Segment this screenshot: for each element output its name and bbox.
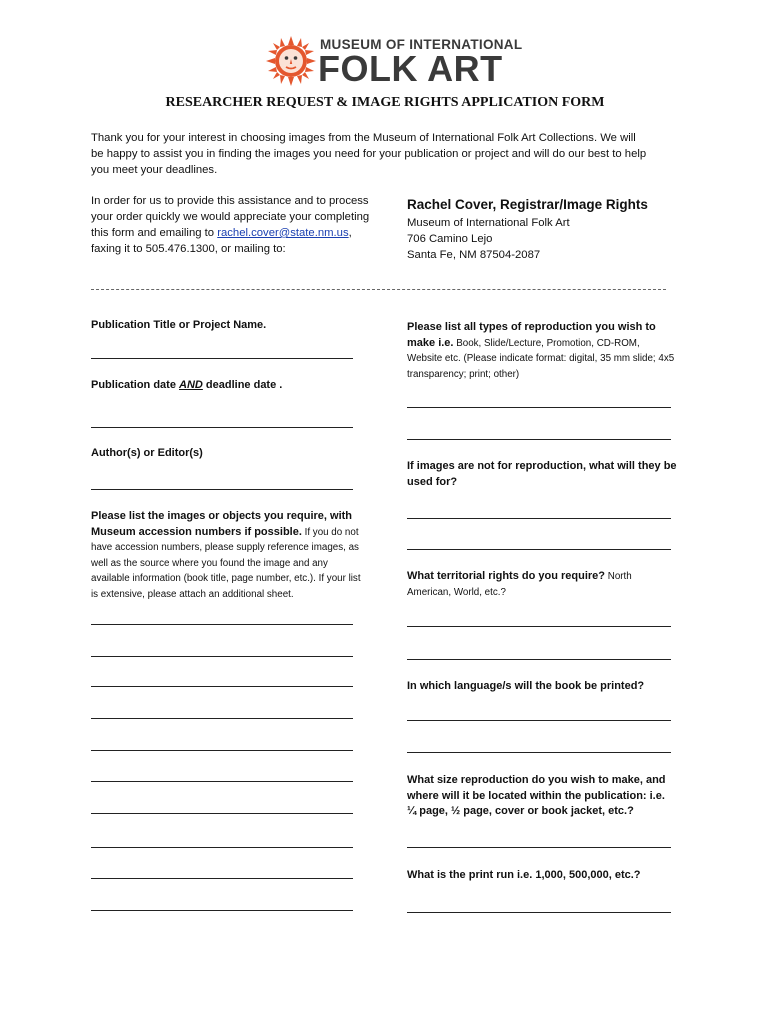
- non-reproduction-use-label: If images are not for reproduction, what will they be used for?: [407, 460, 677, 488]
- contact-address: [407, 215, 570, 263]
- territorial-rights-label: What territorial rights do you require? North American, World, etc.?: [407, 570, 632, 598]
- publication-date-field[interactable]: [91, 427, 353, 428]
- reproduction-types-field[interactable]: [407, 407, 671, 408]
- non-reproduction-use-field[interactable]: [407, 549, 671, 550]
- form-title: RESEARCHER REQUEST & IMAGE RIGHTS APPLICATION FORM: [165, 95, 605, 110]
- images-list-field[interactable]: [91, 878, 353, 879]
- publication-title-label: Publication Title or Project Name.: [91, 319, 267, 331]
- images-list-field[interactable]: [91, 624, 353, 625]
- reproduction-types-label: Please list all types of reproduction you wish to make i.e. Book, Slide/Lecture, Promotion, CD-ROM, Website etc. (Please indicate format: digital, 35 mm slide; 4x5 transparency; print; other): [407, 321, 675, 380]
- section-divider: [91, 289, 666, 290]
- language-field[interactable]: [407, 752, 671, 753]
- images-list-field[interactable]: [91, 847, 353, 848]
- sun-face-icon: [266, 36, 316, 86]
- images-list-field[interactable]: [91, 750, 353, 751]
- contact-name: Rachel Cover, Registrar/Image Rights: [407, 197, 648, 212]
- logo-text-big: FOLK ART: [318, 48, 503, 89]
- contact-text-before: In order for us to provide this assistance and to process your order quickly we would appreciate your completing this form and emailing to: [91, 195, 370, 239]
- print-run-label: What is the print run i.e. 1,000, 500,000, etc.?: [407, 869, 641, 881]
- publication-title-field[interactable]: [91, 358, 353, 359]
- authors-field[interactable]: [91, 489, 353, 490]
- reproduction-size-label: What size reproduction do you wish to make, and where will it be located within the publication: i.e. ¼ page, ½ page, cover or book jacket, etc.?: [407, 774, 666, 817]
- images-list-field[interactable]: [91, 781, 353, 782]
- territorial-rights-field[interactable]: [407, 626, 671, 627]
- museum-logo: [266, 36, 523, 89]
- contact-instructions: [91, 193, 381, 257]
- publication-date-label: Publication date AND deadline date .: [91, 379, 283, 391]
- images-list-field[interactable]: [91, 910, 353, 911]
- images-list-field[interactable]: [91, 686, 353, 687]
- contact-text-after: , faxing it to 505.476.1300, or mailing to:: [91, 227, 352, 255]
- logo-text-small: MUSEUM OF INTERNATIONAL: [320, 37, 523, 52]
- territorial-rights-field[interactable]: [407, 659, 671, 660]
- non-reproduction-use-field[interactable]: [407, 518, 671, 519]
- email-link[interactable]: rachel.cover@state.nm.us: [217, 227, 349, 239]
- images-list-field[interactable]: [91, 656, 353, 657]
- images-list-label: Please list the images or objects you require, with Museum accession numbers if possible. If you do not have accession numbers, please supply reference images, as well as the source where you found the image and any available information (book title, page number, etc.). If your list is extensive, please attach an additional sheet.: [91, 510, 361, 600]
- address-line: Museum of International Folk Art: [407, 217, 570, 229]
- authors-label: Author(s) or Editor(s): [91, 447, 203, 459]
- address-line: 706 Camino Lejo: [407, 233, 493, 245]
- language-field[interactable]: [407, 720, 671, 721]
- images-list-field[interactable]: [91, 718, 353, 719]
- language-label: In which language/s will the book be printed?: [407, 680, 645, 692]
- images-list-field[interactable]: [91, 813, 353, 814]
- print-run-field[interactable]: [407, 912, 671, 913]
- address-line: Santa Fe, NM 87504-2087: [407, 249, 541, 261]
- reproduction-size-field[interactable]: [407, 847, 671, 848]
- intro-paragraph: Thank you for your interest in choosing images from the Museum of International Folk Art Collections. We will be happy to assist you in finding the images you need for your publication or project and will do our best to help you meet your deadlines.: [91, 132, 647, 176]
- reproduction-types-field[interactable]: [407, 439, 671, 440]
